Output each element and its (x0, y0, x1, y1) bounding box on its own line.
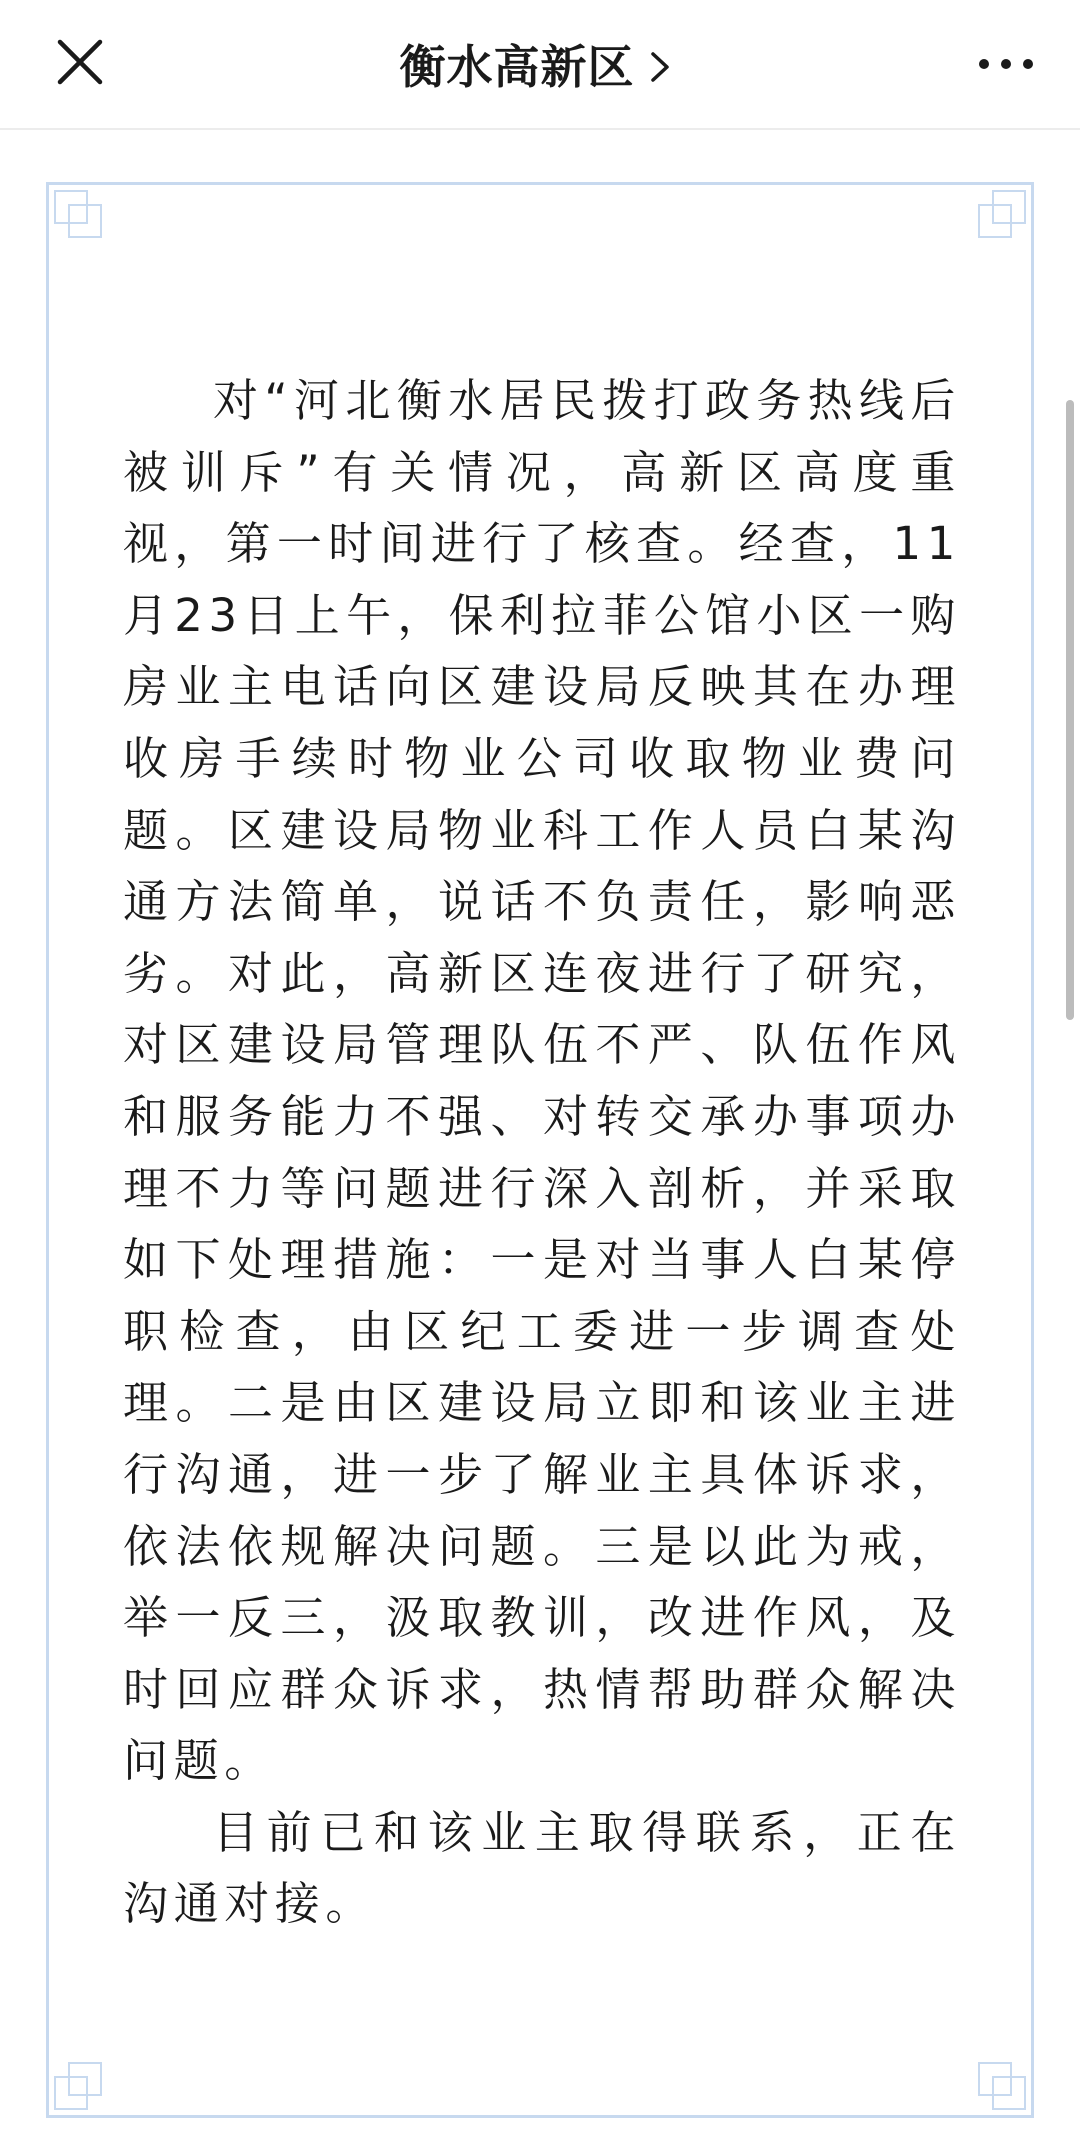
close-icon (52, 34, 108, 90)
article-paragraph: 目前已和该业主取得联系，正在沟通对接。 (123, 1805, 961, 1931)
scrollbar[interactable] (1066, 400, 1074, 1020)
top-navigation-bar (0, 0, 1080, 130)
corner-ornament-icon (973, 185, 1031, 243)
page-title: 衡水高新区 (399, 40, 635, 94)
more-options-button[interactable] (976, 44, 1036, 84)
article-body (123, 365, 961, 1940)
corner-ornament-icon (49, 2057, 107, 2115)
account-title-link[interactable] (400, 31, 681, 97)
corner-ornament-icon (973, 2057, 1031, 2115)
article-paragraph: 对“河北衡水居民拨打政务热线后被训斥”有关情况，高新区高度重视，第一时间进行了核查。经查，11月23日上午，保利拉菲公馆小区一购房业主电话向区建设局反映其在办理收房手续时物业公司收取物业费问题。区建设局物业科工作人员白某沟通方法简单，说话不负责任，影响恶劣。对此，高新区连夜进行了研究，对区建设局管理队伍不严、队伍作风和服务能力不强、对转交承办事项办理不力等问题进行深入剖析，并采取如下处理措施：一是对当事人白某停职检查，由区纪工委进一步调查处理。二是由区建设局立即和该业主进行沟通，进一步了解业主具体诉求，依法依规解决问题。三是以此为戒，举一反三，汲取教训，改进作风，及时回应群众诉求，热情帮助群众解决问题。 (123, 374, 961, 1788)
corner-ornament-icon (49, 185, 107, 243)
more-dots-icon (976, 44, 1036, 84)
chevron-right-icon (641, 44, 681, 84)
article-frame (46, 182, 1034, 2118)
close-button[interactable] (52, 34, 108, 90)
